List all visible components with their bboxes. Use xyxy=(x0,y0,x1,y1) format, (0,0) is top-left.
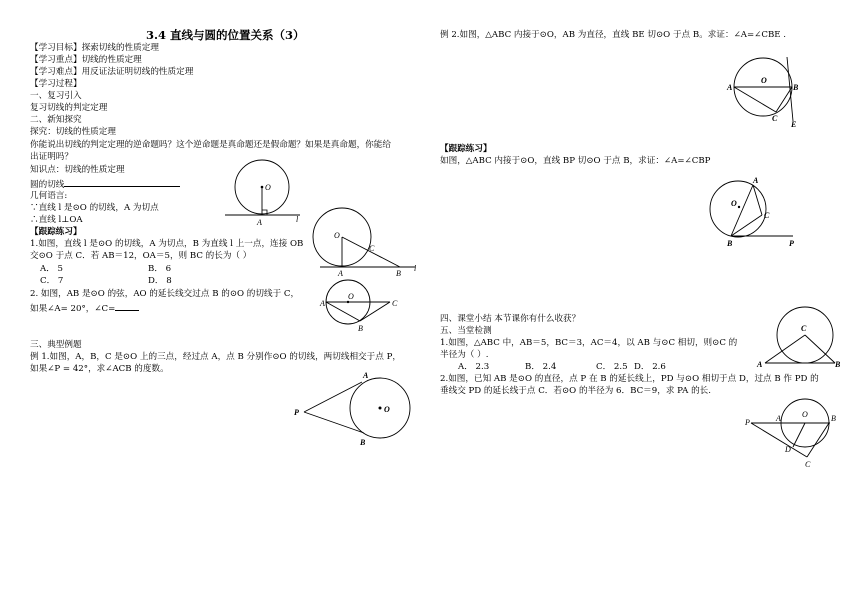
label-p: P xyxy=(789,239,794,248)
label-o: O xyxy=(384,405,390,414)
figure-test-1 xyxy=(755,305,845,375)
figure-exercise-2 xyxy=(320,280,405,335)
label-a: A xyxy=(338,269,343,278)
fill-blank[interactable] xyxy=(64,177,180,187)
page-title: 3.4 直线与圆的位置关系（3） xyxy=(146,28,305,42)
label-a: A xyxy=(363,371,369,380)
exercise-2-line-2 xyxy=(30,301,139,315)
test-q1-option-c: C． 2.5 xyxy=(596,362,628,372)
label-a: A xyxy=(757,360,763,369)
label-a: A xyxy=(753,176,759,185)
figure-test-2 xyxy=(745,395,845,470)
label-l: l xyxy=(296,215,299,224)
label-c: C xyxy=(801,324,807,333)
figure-follow-practice xyxy=(703,175,803,250)
follow-practice-heading: 【跟踪练习】 xyxy=(30,227,82,237)
label-c: C xyxy=(392,299,398,308)
figure-tangent-circle xyxy=(220,160,310,230)
label-l: l xyxy=(414,264,417,273)
test-q1-option-d: D． 2.6 xyxy=(634,362,666,372)
label-o: O xyxy=(802,410,808,419)
option-b: B． 6 xyxy=(148,264,172,274)
option-c: C． 7 xyxy=(40,276,64,286)
label-p: P xyxy=(745,418,750,427)
because-line: ∵直线 l 是⊙O 的切线，A 为切点 xyxy=(30,203,159,213)
label-b: B xyxy=(358,324,363,333)
exercise-1-line-2: 交⊙O 于点 C．若 AB＝12，OA＝5，则 BC 的长为（ ） xyxy=(30,251,252,261)
label-a: A xyxy=(320,299,325,308)
figure-example-1 xyxy=(292,370,422,450)
figure-exercise-1 xyxy=(310,208,425,278)
label-b: B xyxy=(793,83,799,92)
figure-example-2 xyxy=(725,55,805,130)
example-1-line-1: 例 1.如图，A，B，C 是⊙O 上的三点，经过点 A，点 B 分别作⊙O 的切线，两切线相交于点 P， xyxy=(30,352,401,362)
label-o: O xyxy=(334,231,340,240)
section-5-heading: 五、当堂检测 xyxy=(440,326,492,336)
learning-difficulty: 【学习难点】用反证法证明切线的性质定理 xyxy=(30,67,194,77)
label-a: A xyxy=(776,414,781,423)
section-1-text: 复习切线的判定定理 xyxy=(30,103,108,113)
label-o: O xyxy=(348,292,354,301)
section-1-heading: 一、复习引入 xyxy=(30,91,82,101)
section-3-heading: 三、典型例题 xyxy=(30,340,82,350)
label-d: D xyxy=(785,445,791,454)
learning-key: 【学习重点】切线的性质定理 xyxy=(30,55,142,65)
exercise-1-line-1: 1.如图，直线 l 是⊙O 的切线，A 为切点，B 为直线 l 上一点，连接 OB xyxy=(30,239,304,249)
test-q1-line-1: 1.如图，△ABC 中，AB＝5，BC＝3，AC＝4，以 AB 与⊙C 相切，则⊙C 的 xyxy=(440,338,738,348)
test-q2-line-2: 垂线交 PD 的延长线于点 C．若⊙O 的半径为 6．BC＝9，求 PA 的长. xyxy=(440,386,712,396)
label-b: B xyxy=(831,414,836,423)
tangent-property-line xyxy=(30,177,180,191)
question-line-2: 出证明吗？ xyxy=(30,152,73,162)
answer-blank[interactable] xyxy=(115,301,139,311)
section-4-summary: 四、课堂小结 本节课你有什么收获？ xyxy=(440,314,581,324)
option-a: A． 5 xyxy=(40,264,63,274)
label-b: B xyxy=(360,438,366,447)
explore-text: 探究：切线的性质定理 xyxy=(30,127,116,137)
label-o: O xyxy=(761,76,767,85)
test-q1-option-b: B． 2.4 xyxy=(525,362,557,372)
label-b: B xyxy=(396,269,401,278)
label-b: B xyxy=(727,239,733,248)
example-1-line-2: 如果∠P = 42°，求∠ACB 的度数。 xyxy=(30,364,169,374)
label-e: E xyxy=(791,120,797,129)
label-b: B xyxy=(835,360,841,369)
label-a: A xyxy=(257,218,262,227)
test-q1-option-a: A． 2.3 xyxy=(458,362,490,372)
therefore-line: ∴直线 l⊥OA xyxy=(30,215,83,225)
label-c: C xyxy=(764,211,770,220)
right-follow-text: 如图，△ABC 内接于⊙O，直线 BP 切⊙O 于点 B，求证：∠A=∠CBP xyxy=(440,156,711,166)
question-line-1: 你能说出切线的判定定理的逆命题吗？这个逆命题是真命题还是假命题？如果是真命题，你能给 xyxy=(30,140,391,150)
tangent-property-label: 圆的切线 xyxy=(30,180,65,190)
learning-goal: 【学习目标】探索切线的性质定理 xyxy=(30,43,159,53)
label-p: P xyxy=(294,408,299,417)
right-follow-heading: 【跟踪练习】 xyxy=(440,144,492,154)
exercise-2-line-1: 2. 如图，AB 是⊙O 的弦，AO 的延长线交过点 B 的⊙O 的切线于 C， xyxy=(30,289,300,299)
label-a: A xyxy=(727,83,733,92)
label-c: C xyxy=(772,114,778,123)
label-c: C xyxy=(805,460,811,469)
label-o: O xyxy=(731,199,737,208)
exercise-2-text: 如果∠A= 20°，∠C= xyxy=(30,304,116,314)
example-2-text: 例 2.如图，△ABC 内接于⊙O，AB 为直径，直线 BE 切⊙O 于点 B。求证：∠A=∠CBE . xyxy=(440,30,787,40)
label-o: O xyxy=(265,183,271,192)
geometry-language: 几何语言: xyxy=(30,191,68,201)
label-c: C xyxy=(369,244,375,253)
knowledge-point: 知识点：切线的性质定理 xyxy=(30,165,125,175)
test-q2-line-1: 2.如图，已知 AB 是⊙O 的直径，点 P 在 B 的延长线上，PD 与⊙O 相切于点 D，过点 B 作 PD 的 xyxy=(440,374,819,384)
section-2-heading: 二、新知探究 xyxy=(30,115,82,125)
test-q1-line-2: 半径为（ ）. xyxy=(440,350,489,360)
learning-process: 【学习过程】 xyxy=(30,79,82,89)
option-d: D． 8 xyxy=(148,276,172,286)
